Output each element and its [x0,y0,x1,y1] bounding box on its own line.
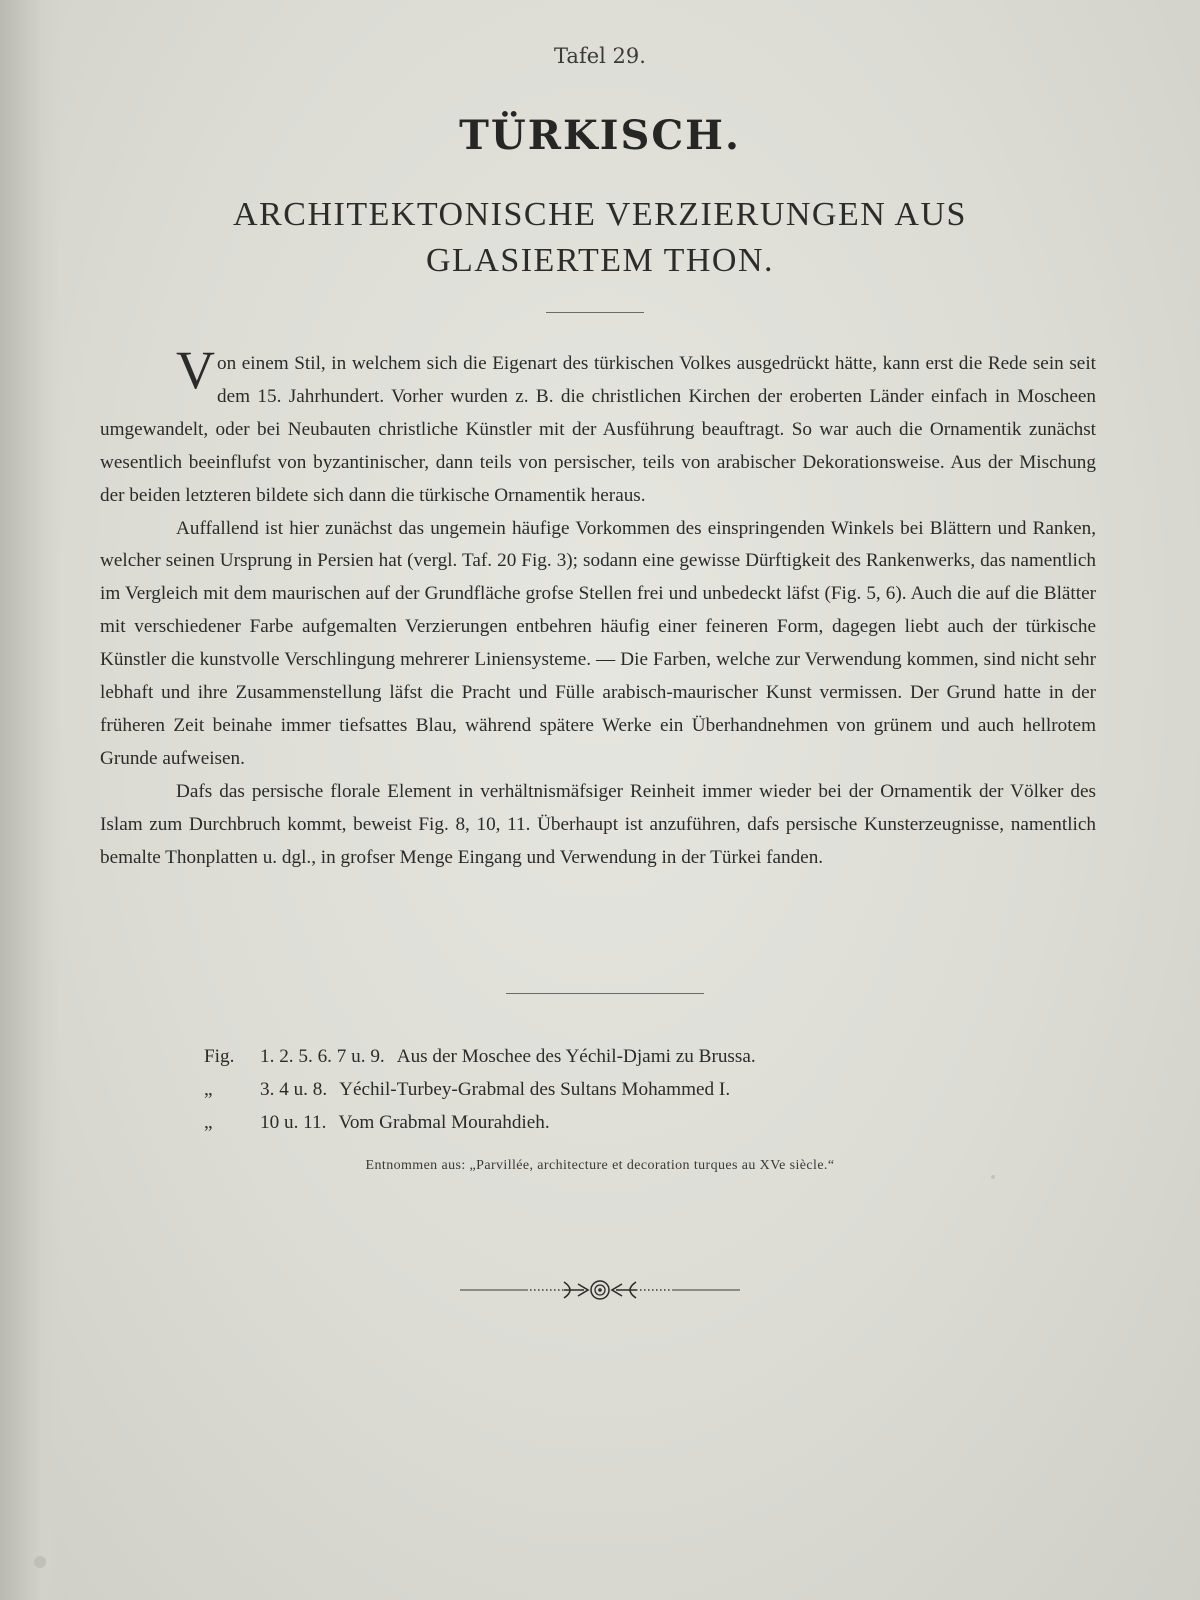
plate-number: Tafel 29. [554,44,646,68]
paragraph-1 [100,340,1096,513]
title-divider [546,312,644,313]
figure-prefix: „ [204,1079,213,1100]
section-divider [506,993,704,994]
paper-stain [34,1556,46,1568]
decorative-ornament-icon [460,1275,740,1305]
paragraph-2: Auffallend ist hier zunächst das ungemein häufige Vorkommen des einspringenden Winkels bei Blättern und Ranken, welcher seinen Ursprung in Persien hat (vergl. Taf. 20 Fig. 3); sodann eine gewisse Dürftigkeit des Rankenwerks, das namentlich im Vergleich mit dem maurischen auf der Grundfläche grofse Stellen frei und unbedeckt läfst (Fig. 5, 6). Auch die auf die Blätter mit verschiedener Farbe aufgemalten Verzierungen entbehren häufig einer feineren Form, dagegen liebt auch der türkische Künstler die kunstvolle Verschlingung mehrerer Liniensysteme. — Die Farben, welche zur Verwendung kommen, sind nicht sehr lebhaft und ihre Zusammenstellung läfst die Pracht und Fülle arabisch-maurischer Kunst vermissen. Der Grund hatte in der früheren Zeit beinahe immer tiefsattes Blau, während spätere Werke ein Überhandnehmen von grünem und auch hellrotem Grunde aufweisen. [100,517,1096,769]
source-citation: Entnommen aus: „Parvillée, architecture et decoration turques au XVe siècle.“ [365,1158,835,1173]
figure-description: Yéchil-Turbey-Grabmal des Sultans Mohammed I. [339,1079,731,1100]
figure-list-item [204,1073,964,1106]
figure-description: Vom Grabmal Mourahdieh. [338,1112,550,1133]
figure-list [204,1040,964,1139]
subtitle-line-1: ARCHITEKTONISCHE VERZIERUNGEN AUS [233,196,967,233]
figure-numbers: 10 u. 11. [260,1112,327,1133]
figure-list-item [204,1106,964,1139]
figure-prefix: Fig. [204,1046,235,1067]
figure-list-item [204,1040,964,1073]
paragraph-3: Dafs das persische florale Element in verhältnismäfsiger Reinheit immer wieder bei der Ornamentik der Völker des Islam zum Durchbruch kommt, beweist Fig. 8, 10, 11. Überhaupt ist anzuführen, dafs persische Kunsterzeugnisse, namentlich bemalte Thonplatten u. dgl., in grofser Menge Eingang und Verwendung in der Türkei fanden. [100,780,1096,868]
page-title: TÜRKISCH. [459,112,741,159]
figure-prefix: „ [204,1112,213,1133]
body-text [100,340,1096,875]
paragraph-1-text: on einem Stil, in welchem sich die Eigenart des türkischen Volkes ausgedrückt hätte, kann erst die Rede sein seit dem 15. Jahrhundert. Vorher wurden z. B. die christlichen Kirchen der eroberten Länder einfach in Moscheen umgewandelt, oder bei Neubauten christliche Künstler mit der Ausführung beauftragt. So war auch die Ornamentik zunächst wesentlich beeinflufst von byzantinischer, dann teils von persischer, teils von arabischer Dekorationsweise. Aus der Mischung der beiden letzteren bildete sich dann die türkische Ornamentik heraus. [100,353,1096,506]
figure-description: Aus der Moschee des Yéchil-Djami zu Brussa. [396,1046,756,1067]
paper-stain [991,1175,995,1179]
figure-numbers: 3. 4 u. 8. [260,1079,328,1100]
drop-cap: V [176,340,215,400]
figure-numbers: 1. 2. 5. 6. 7 u. 9. [260,1046,385,1067]
page-subtitle [0,192,1200,284]
subtitle-line-2: GLASIERTEM THON. [425,242,775,279]
